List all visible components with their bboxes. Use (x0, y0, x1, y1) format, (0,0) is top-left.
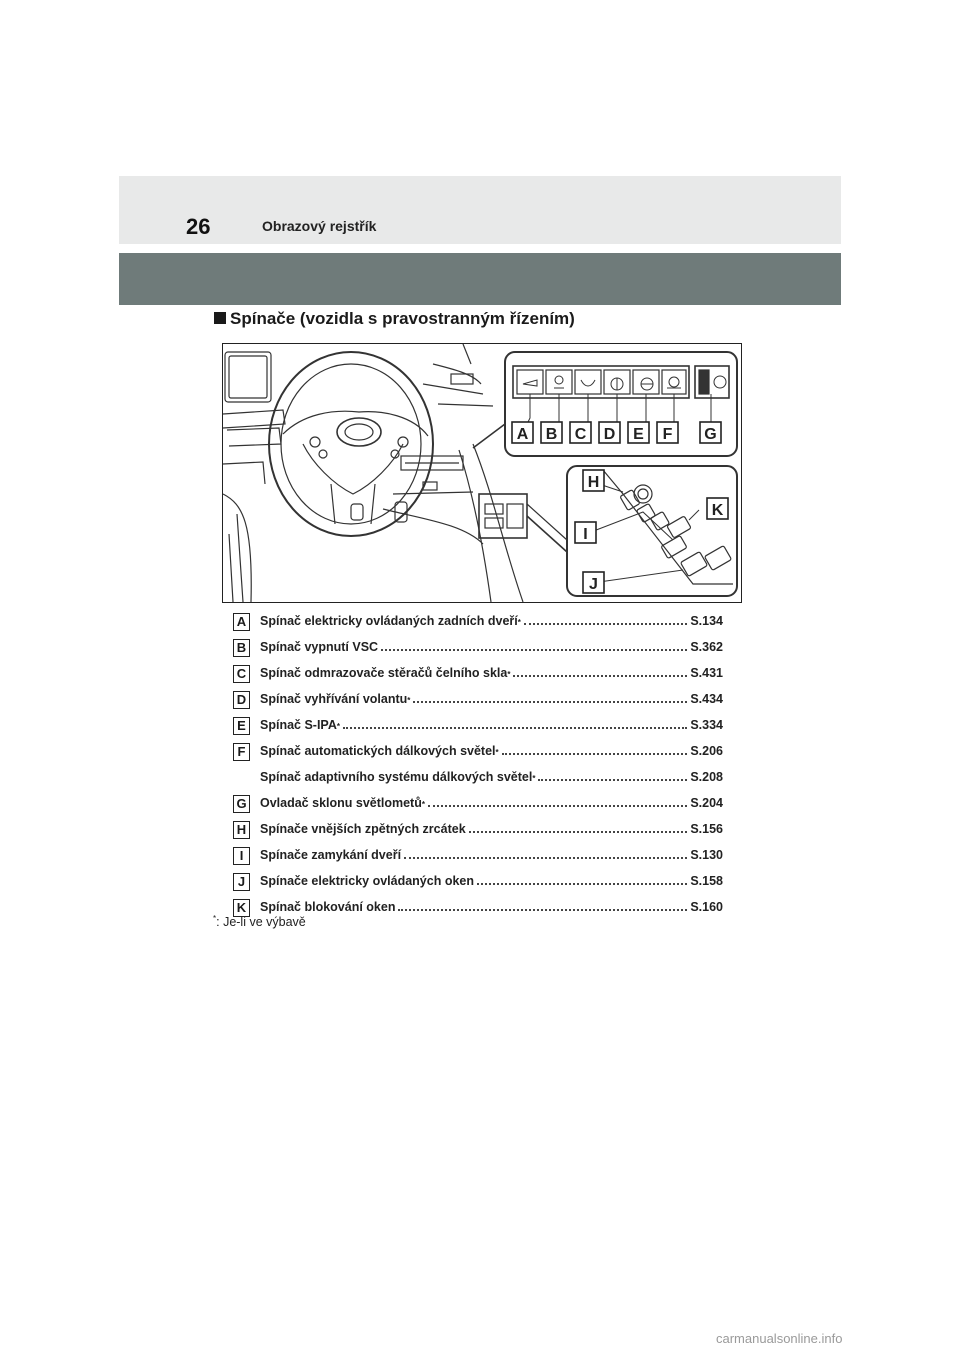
entry-page-link[interactable]: S.362 (690, 640, 723, 654)
leader-dots (469, 822, 688, 833)
entry-text: Spínače elektricky ovládaných oken (260, 874, 474, 888)
leader-dots (381, 640, 687, 651)
callout-label-f: F (662, 426, 673, 443)
entry-text: Spínač vyhřívání volantu (260, 692, 408, 706)
entry-page-link[interactable]: S.156 (690, 822, 723, 836)
dashboard-drawing (223, 344, 741, 602)
entry-k[interactable] (233, 896, 723, 922)
entry-a[interactable] (233, 610, 723, 636)
entry-page-link[interactable]: S.208 (690, 770, 723, 784)
entry-page-link[interactable]: S.206 (690, 744, 723, 758)
entry-page-link[interactable]: S.130 (690, 848, 723, 862)
footnote-mark: * (507, 670, 511, 679)
entry-text: Spínač elektricky ovládaných zadních dveří (260, 614, 518, 628)
entry-text: Spínač blokování oken (260, 900, 396, 914)
section-title (214, 309, 575, 329)
footnote-mark: * (407, 696, 411, 705)
entry-badge: D (233, 691, 250, 709)
entry-badge: E (233, 717, 250, 735)
dashboard-illustration (222, 343, 742, 603)
footnote-text: : Je-li ve výbavě (216, 915, 306, 930)
section-band (119, 253, 841, 305)
entry-page-link[interactable]: S.334 (690, 718, 723, 732)
entry-text: Spínač S-IPA (260, 718, 337, 732)
callout-label-g: G (704, 426, 717, 443)
switch-index-list (233, 610, 723, 922)
entry-page-link[interactable]: S.160 (690, 900, 723, 914)
entry-f-secondary[interactable] (233, 766, 723, 792)
leader-dots (413, 692, 687, 703)
callout-label-j: J (589, 576, 598, 593)
entry-badge: B (233, 639, 250, 657)
entry-badge: F (233, 743, 250, 761)
display-screen (225, 352, 271, 402)
leader-dots (343, 718, 687, 729)
entry-page-link[interactable]: S.204 (690, 796, 723, 810)
callout-label-k: K (711, 502, 724, 519)
chapter-title: Obrazový rejstřík (262, 218, 377, 234)
callout-label-i: I (583, 526, 588, 543)
entry-page-link[interactable]: S.134 (690, 614, 723, 628)
door-switch-highlight (479, 494, 527, 538)
header-band (119, 176, 841, 244)
entry-i[interactable] (233, 844, 723, 870)
entry-b[interactable] (233, 636, 723, 662)
callout-label-h: H (587, 474, 600, 491)
section-title-text: Spínače (vozidla s pravostranným řízením) (230, 309, 575, 328)
entry-h[interactable] (233, 818, 723, 844)
entry-e[interactable] (233, 714, 723, 740)
entry-badge: G (233, 795, 250, 813)
entry-text: Spínač adaptivního systému dálkových světel (260, 770, 533, 784)
entry-text: Ovladač sklonu světlometů (260, 796, 422, 810)
entry-badge: H (233, 821, 250, 839)
footnote-mark: * (517, 618, 521, 627)
leader-dots (538, 770, 687, 781)
entry-text: Spínač automatických dálkových světel (260, 744, 496, 758)
leader-dots (513, 666, 687, 677)
entry-text: Spínače zamykání dveří (260, 848, 402, 862)
leader-dots (404, 848, 687, 859)
leader-dots (428, 796, 687, 807)
entry-page-link[interactable]: S.158 (690, 874, 723, 888)
callout-label-b: B (545, 426, 558, 443)
leader-dots (502, 744, 688, 755)
entry-badge: J (233, 873, 250, 891)
entry-text: Spínač vypnutí VSC (260, 640, 379, 654)
entry-badge: K (233, 899, 250, 917)
bullet-square-icon (214, 312, 226, 324)
watermark: carmanualsonline.info (716, 1331, 843, 1346)
entry-text: Spínače vnějších zpětných zrcátek (260, 822, 466, 836)
entry-g[interactable] (233, 792, 723, 818)
callout-label-c: C (574, 426, 587, 443)
callout-label-d: D (603, 426, 616, 443)
footnote-mark: * (421, 800, 425, 809)
leader-dots (477, 874, 687, 885)
page-number: 26 (186, 214, 211, 239)
leader-dots (524, 614, 687, 625)
footnote-mark: * (336, 722, 340, 731)
entry-page-link[interactable]: S.434 (690, 692, 723, 706)
footnote-asterisk: * (213, 914, 217, 923)
entry-page-link[interactable]: S.431 (690, 666, 723, 680)
footnote-mark: * (495, 748, 499, 757)
entry-badge: A (233, 613, 250, 631)
entry-text: Spínač odmrazovače stěračů čelního skla (260, 666, 508, 680)
entry-d[interactable] (233, 688, 723, 714)
callout-label-e: E (633, 426, 644, 443)
footnote (213, 914, 306, 929)
entry-j[interactable] (233, 870, 723, 896)
callout-label-a: A (516, 426, 529, 443)
footnote-mark: * (532, 774, 536, 783)
entry-badge: I (233, 847, 250, 865)
entry-f[interactable] (233, 740, 723, 766)
entry-badge: C (233, 665, 250, 683)
entry-c[interactable] (233, 662, 723, 688)
leader-dots (398, 900, 687, 911)
